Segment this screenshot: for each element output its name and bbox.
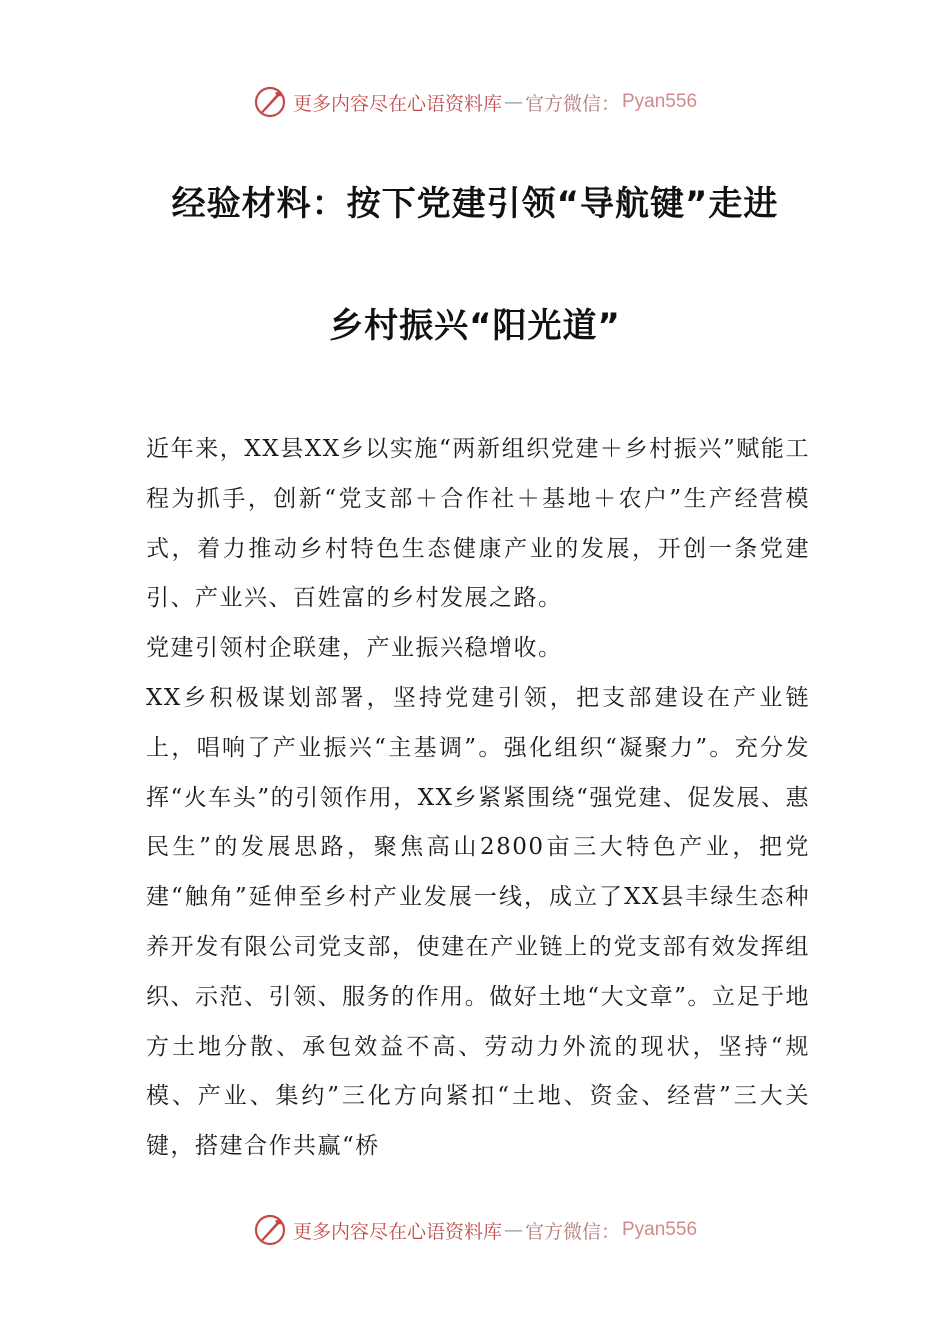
document-body [146, 425, 810, 1172]
header-watermark [0, 82, 950, 122]
document-title-line-2: 乡村振兴“阳光道” [329, 306, 621, 346]
watermark-wechat-label: 官方微信： [524, 92, 620, 115]
watermark-brand: 更多内容尽在心语资料库 [292, 1220, 502, 1243]
paragraph-subheading: 党建引领村企联建，产业振兴稳增收。 [146, 635, 563, 662]
watermark-wechat-label: 官方微信： [524, 1220, 620, 1243]
paragraph-intro: 近年来，XX县XX乡以实施“两新组织党建＋乡村振兴”赋能工程为抓手，创新“党支部＋合作社＋基地＋农户”生产经营模式，着力推动乡村特色生态健康产业的发展，开创一条党建引、产业兴、百姓富的乡村发展之路。 [146, 436, 810, 612]
paragraph-main: XX乡积极谋划部署，坚持党建引领，把支部建设在产业链上，唱响了产业振兴“主基调”。强化组织“凝聚力”。充分发挥“火车头”的引领作用，XX乡紧紧围绕“强党建、促发展、惠民生”的发展思路，聚焦高山2800亩三大特色产业，把党建“触角”延伸至乡村产业发展一线，成立了XX县丰绿生态种养开发有限公司党支部，使建在产业链上的党支部有效发挥组织、示范、引领、服务的作用。做好土地“大文章”。立足于地方土地分散、承包效益不高、劳动力外流的现状，坚持“规模、产业、集约”三化方向紧扣“土地、资金、经营”三大关键，搭建合作共赢“桥 [146, 684, 810, 1160]
quill-logo-icon [253, 1213, 287, 1247]
watermark-brand: 更多内容尽在心语资料库 [292, 92, 502, 115]
watermark-account: Pyan556 [622, 1219, 698, 1240]
watermark-separator: — [503, 91, 523, 113]
document-title-line-1: 经验材料：按下党建引领“导航键”走进 [171, 184, 779, 224]
footer-watermark [0, 1210, 950, 1250]
watermark-account: Pyan556 [622, 91, 698, 112]
watermark-separator: — [503, 1219, 523, 1241]
quill-logo-icon [253, 85, 287, 119]
